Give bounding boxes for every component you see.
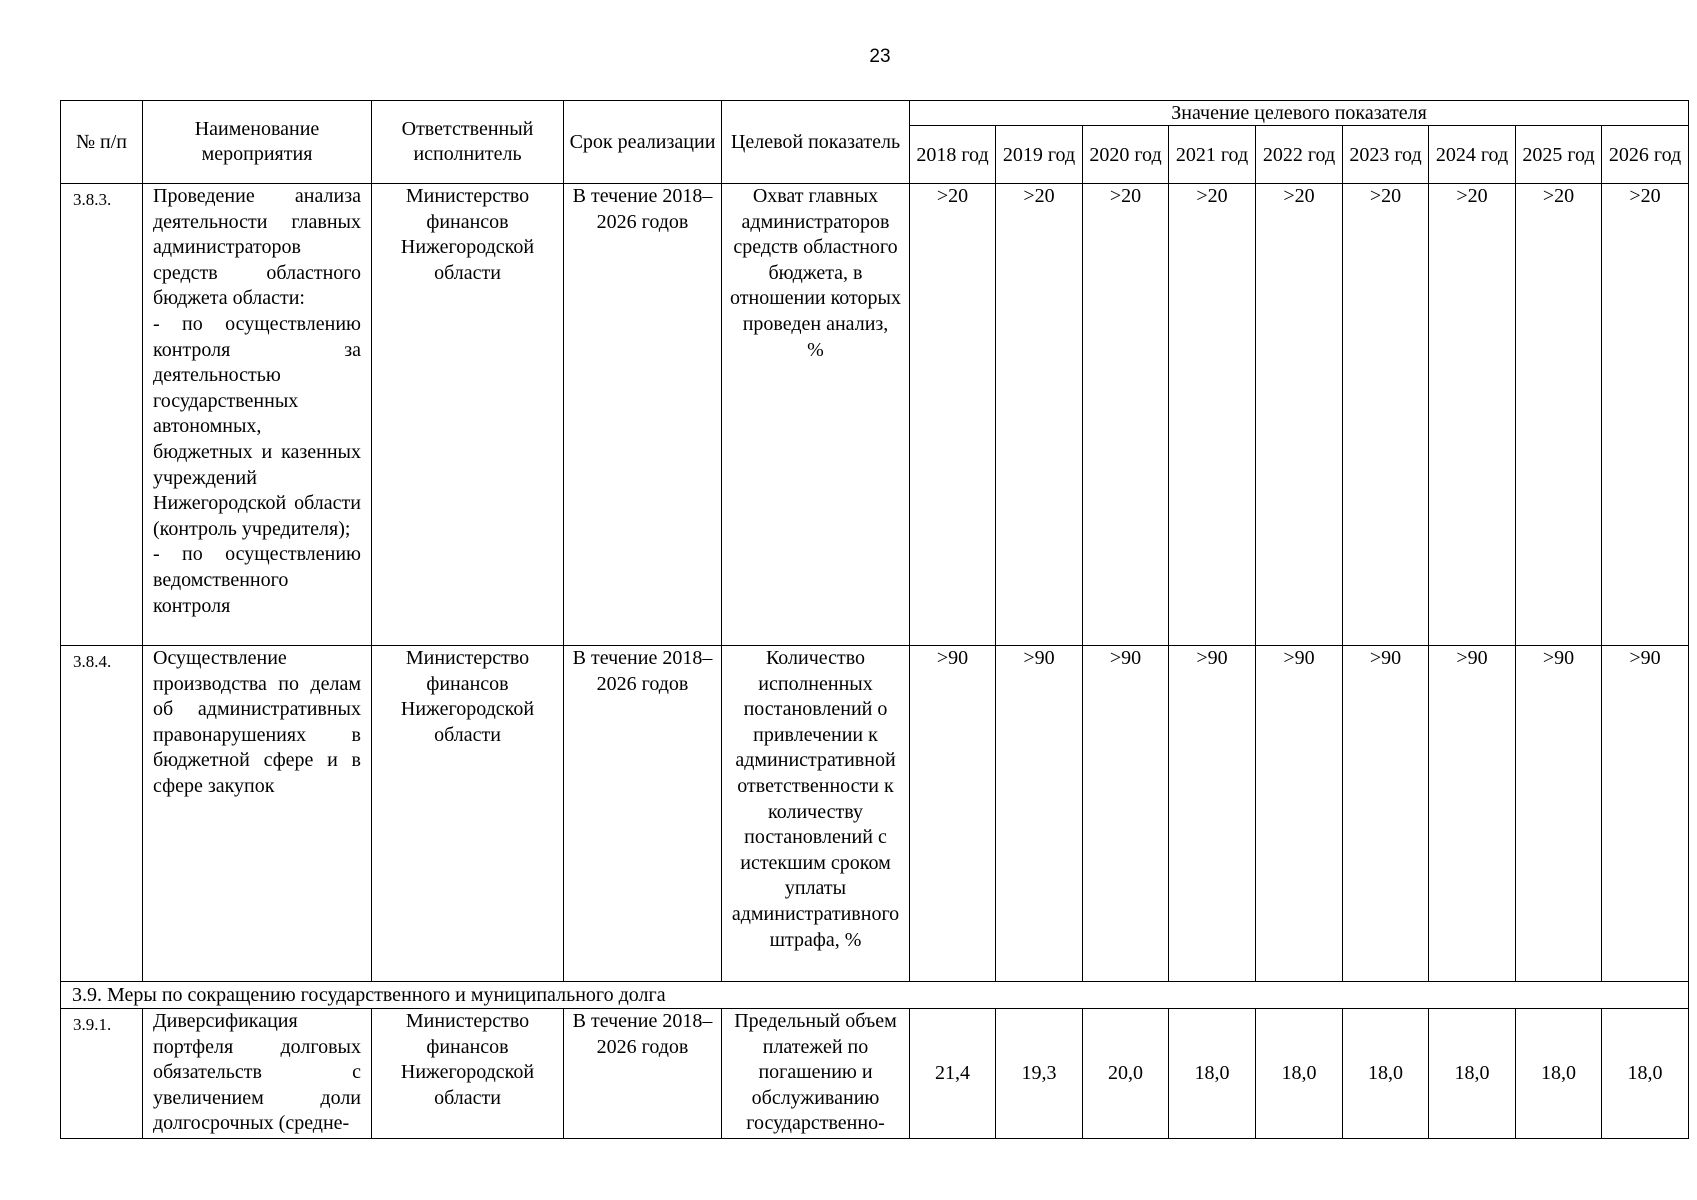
header-term: Срок реализации bbox=[564, 101, 722, 184]
header-year: 2019 год bbox=[996, 126, 1083, 184]
row-number: 3.9.1. bbox=[61, 1009, 143, 1139]
indicator-value: 20,0 bbox=[1083, 1009, 1169, 1139]
target-indicators-table bbox=[60, 100, 1689, 1139]
header-year: 2024 год bbox=[1429, 126, 1516, 184]
measure-name: Диверсификация портфеля долговых обязательств с увеличением доли долгосрочных (средне- bbox=[143, 1009, 372, 1139]
target-indicator: Количество исполненных постановлений о привлечении к административной ответственности к количеству постановлений с истекшим сроком уплаты административного штрафа, % bbox=[722, 646, 910, 982]
header-num: № п/п bbox=[61, 101, 143, 184]
header-year: 2022 год bbox=[1256, 126, 1343, 184]
indicator-value: >20 bbox=[1602, 184, 1689, 646]
indicator-value: >90 bbox=[1602, 646, 1689, 982]
indicator-value: >20 bbox=[910, 184, 996, 646]
header-year: 2025 год bbox=[1516, 126, 1602, 184]
row-number: 3.8.3. bbox=[61, 184, 143, 646]
indicator-value: >90 bbox=[1516, 646, 1602, 982]
indicator-value: 19,3 bbox=[996, 1009, 1083, 1139]
header-name: Наименование мероприятия bbox=[143, 101, 372, 184]
indicator-value: 18,0 bbox=[1169, 1009, 1256, 1139]
implementation-term: В течение 2018–2026 годов bbox=[564, 1009, 722, 1139]
target-indicator: Охват главных администраторов средств областного бюджета, в отношении которых проведен анализ, % bbox=[722, 184, 910, 646]
header-year: 2021 год bbox=[1169, 126, 1256, 184]
table-row bbox=[61, 1009, 1689, 1139]
section-title: 3.9. Меры по сокращению государственного и муниципального долга bbox=[61, 982, 1689, 1009]
indicator-value: >90 bbox=[1083, 646, 1169, 982]
indicator-value: >20 bbox=[1083, 184, 1169, 646]
header-year: 2018 год bbox=[910, 126, 996, 184]
measure-name: Проведение анализа деятельности главных администраторов средств областного бюджета области: - по осуществлению контроля за деятельностью государственных автономных, бюджетных и казенных учреждений Нижегородской области (контроль учредителя); - по осуществлению ведомственного контроля bbox=[143, 184, 372, 646]
implementation-term: В течение 2018–2026 годов bbox=[564, 646, 722, 982]
indicator-value: >90 bbox=[996, 646, 1083, 982]
measure-name: Осуществление производства по делам об административных правонарушениях в бюджетной сфере и в сфере закупок bbox=[143, 646, 372, 982]
page-number: 23 bbox=[869, 46, 891, 67]
indicator-value: 18,0 bbox=[1429, 1009, 1516, 1139]
responsible-executor: Министерство финансов Нижегородской области bbox=[372, 184, 564, 646]
indicator-value: 18,0 bbox=[1602, 1009, 1689, 1139]
row-number: 3.8.4. bbox=[61, 646, 143, 982]
indicator-value: >20 bbox=[996, 184, 1083, 646]
header-year: 2020 год bbox=[1083, 126, 1169, 184]
responsible-executor: Министерство финансов Нижегородской области bbox=[372, 646, 564, 982]
indicator-value: >20 bbox=[1516, 184, 1602, 646]
indicator-value: >90 bbox=[1169, 646, 1256, 982]
table-row bbox=[61, 184, 1689, 646]
section-row bbox=[61, 982, 1689, 1009]
header-row bbox=[61, 101, 1689, 126]
indicator-value: 18,0 bbox=[1343, 1009, 1429, 1139]
target-indicator: Предельный объем платежей по погашению и обслуживанию государственно- bbox=[722, 1009, 910, 1139]
indicator-value: >90 bbox=[1343, 646, 1429, 982]
indicator-value: >20 bbox=[1429, 184, 1516, 646]
indicator-value: >90 bbox=[1256, 646, 1343, 982]
table-row bbox=[61, 646, 1689, 982]
header-year: 2023 год bbox=[1343, 126, 1429, 184]
header-year: 2026 год bbox=[1602, 126, 1689, 184]
responsible-executor: Министерство финансов Нижегородской области bbox=[372, 1009, 564, 1139]
header-indicator: Целевой показатель bbox=[722, 101, 910, 184]
indicator-value: >20 bbox=[1256, 184, 1343, 646]
indicator-value: 18,0 bbox=[1516, 1009, 1602, 1139]
header-values-group: Значение целевого показателя bbox=[910, 101, 1689, 126]
indicator-value: >20 bbox=[1169, 184, 1256, 646]
indicator-value: >90 bbox=[1429, 646, 1516, 982]
implementation-term: В течение 2018–2026 годов bbox=[564, 184, 722, 646]
header-executor: Ответственный исполнитель bbox=[372, 101, 564, 184]
indicator-value: >20 bbox=[1343, 184, 1429, 646]
indicator-value: 21,4 bbox=[910, 1009, 996, 1139]
indicator-value: 18,0 bbox=[1256, 1009, 1343, 1139]
indicator-value: >90 bbox=[910, 646, 996, 982]
